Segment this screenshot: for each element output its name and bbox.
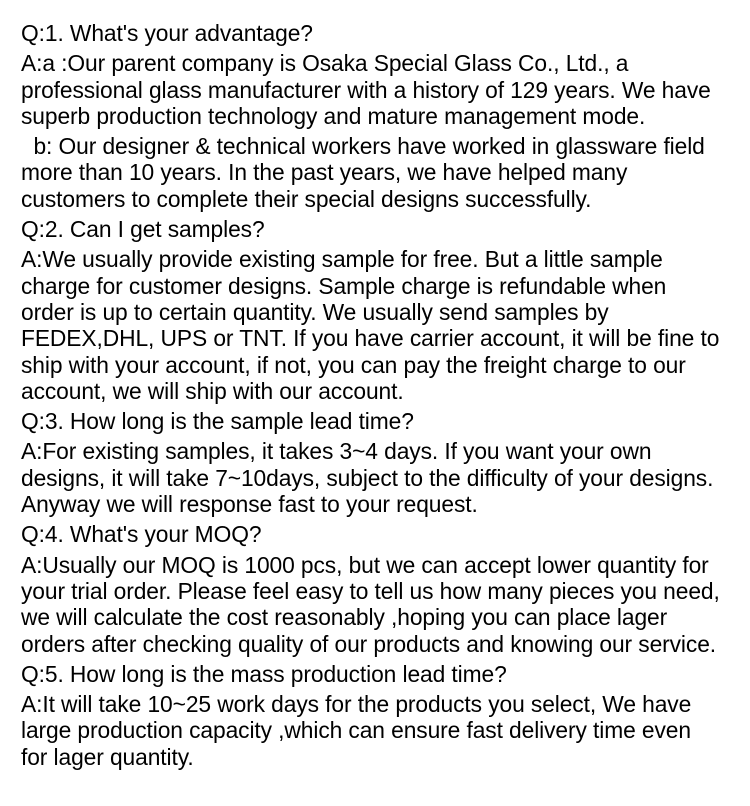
- text-line: Q:5. How long is the mass production lead time?: [21, 660, 507, 687]
- text-line: for lager quantity.: [21, 743, 194, 770]
- faq-question-3: [21, 408, 736, 434]
- faq-answer-5: [21, 691, 736, 770]
- text-line: Q:3. How long is the sample lead time?: [21, 408, 414, 435]
- text-line: Q:2. Can I get samples?: [21, 216, 265, 243]
- text-line: Q:4. What's your MOQ?: [21, 521, 262, 548]
- text-line: customers to complete their special designs successfully.: [21, 185, 592, 212]
- text-line: A:For existing samples, it takes 3~4 days. If you want your own: [21, 438, 652, 465]
- text-line: we will calculate the cost reasonably ,hoping you can place lager: [21, 604, 668, 631]
- text-line: b: Our designer & technical workers have worked in glassware field: [21, 133, 705, 160]
- faq-answer-1b: [21, 133, 736, 212]
- text-line: orders after checking quality of our products and knowing our service.: [21, 630, 717, 657]
- faq-answer-4: [21, 552, 736, 657]
- faq-question-5: [21, 661, 736, 687]
- text-line: FEDEX,DHL, UPS or TNT. If you have carrier account, it will be fine to: [21, 325, 720, 352]
- text-line: designs, it will take 7~10days, subject to the difficulty of your designs.: [21, 464, 714, 491]
- faq-answer-3: [21, 438, 736, 517]
- text-line: your trial order. Please feel easy to tell us how many pieces you need,: [21, 577, 720, 604]
- text-line: charge for customer designs. Sample charge is refundable when: [21, 272, 667, 299]
- text-line: more than 10 years. In the past years, we have helped many: [21, 159, 628, 186]
- text-line: A:It will take 10~25 work days for the products you select, We have: [21, 691, 692, 718]
- faq-question-1: [21, 20, 736, 46]
- text-line: A:a :Our parent company is Osaka Special Glass Co., Ltd., a: [21, 50, 629, 77]
- faq-question-2: [21, 216, 736, 242]
- text-line: Anyway we will response fast to your request.: [21, 491, 478, 518]
- text-line: account, we will ship with our account.: [21, 377, 404, 404]
- text-line: A:We usually provide existing sample for free. But a little sample: [21, 246, 663, 273]
- faq-question-4: [21, 521, 736, 547]
- text-line: Q:1. What's your advantage?: [21, 20, 313, 46]
- text-line: order is up to certain quantity. We usually send samples by: [21, 298, 609, 325]
- faq-answer-1a: [21, 50, 736, 129]
- text-line: large production capacity ,which can ensure fast delivery time even: [21, 717, 691, 744]
- text-line: ship with your account, if not, you can pay the freight charge to our: [21, 351, 686, 378]
- text-line: professional glass manufacturer with a history of 129 years. We have: [21, 76, 711, 103]
- text-line: superb production technology and mature management mode.: [21, 102, 646, 129]
- text-line: A:Usually our MOQ is 1000 pcs, but we can accept lower quantity for: [21, 551, 709, 578]
- faq-answer-2: [21, 246, 736, 404]
